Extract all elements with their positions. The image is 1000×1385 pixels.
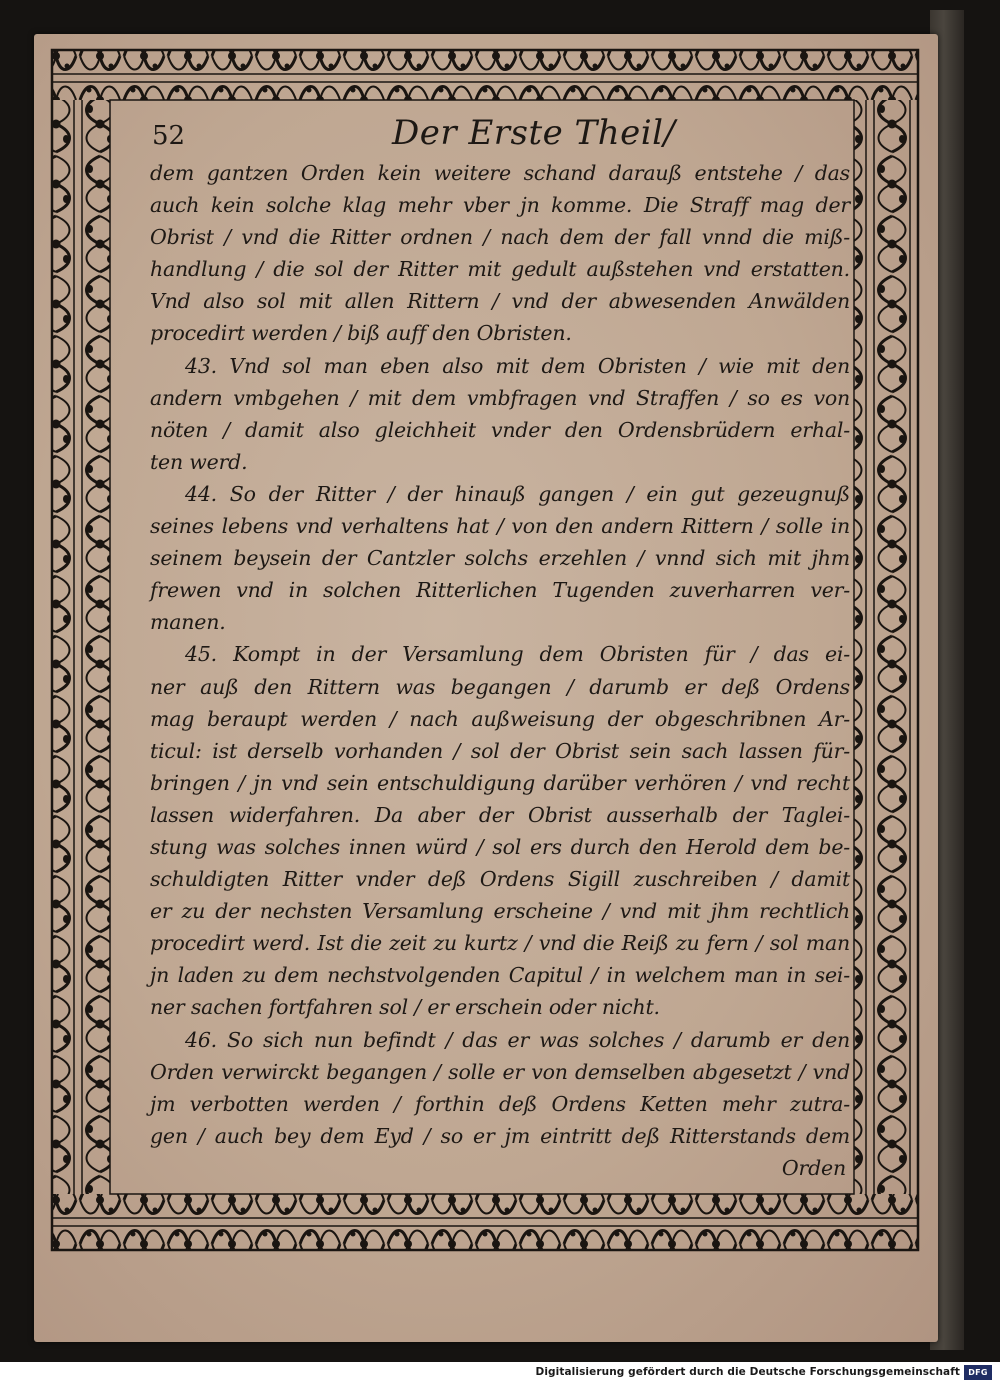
text-line: frewen vnd in solchen Ritterlichen Tugenden zuverharren ver- (150, 578, 850, 603)
page-number: 52 (152, 121, 186, 151)
funding-credit: Digitalisierung gefördert durch die Deutsche Forschungsgemeinschaft (535, 1366, 960, 1378)
text-line: gen / auch bey dem Eyd / so er jm eintritt deß Ritterstands dem (150, 1123, 850, 1148)
text-line: schuldigten Ritter vnder deß Ordens Sigill zuschreiben / damit (150, 867, 850, 892)
paragraph-45-start: 45. Kompt in der Versamlung dem Obristen für / das ei- (185, 642, 850, 667)
text-line: Obrist / vnd die Ritter ordnen / nach dem der fall vnnd die miß- (150, 225, 850, 250)
text-line: Orden verwirckt begangen / solle er von demselben abgesetzt / vnd (150, 1059, 850, 1084)
text-line: mag beraupt werden / nach außweisung der obgeschribnen Ar- (150, 706, 850, 731)
catchword: Orden (781, 1155, 846, 1180)
running-head: Der Erste Theil/ (392, 113, 676, 153)
dfg-logo: DFG (964, 1365, 992, 1380)
text-line: stung was solches innen würd / sol ers durch den Herold dem be- (150, 834, 850, 859)
paragraph-46-start: 46. So sich nun befindt / das er was solches / darumb er den (185, 1027, 850, 1052)
text-line: lassen widerfahren. Da aber der Obrist ausserhalb der Taglei- (150, 802, 850, 827)
text-line: procedirt werd. Ist die zeit zu kurtz / vnd die Reiß zu fern / sol man (150, 931, 850, 956)
text-line: jn laden zu dem nechstvolgenden Capitul / in welchem man in sei- (150, 963, 850, 988)
text-line: nöten / damit also gleichheit vnder den Ordensbrüdern erhal- (150, 417, 850, 442)
text-line: jm verbotten werden / forthin deß Ordens Ketten mehr zutra- (150, 1091, 850, 1116)
text-line: ner sachen fortfahren sol / er erschein oder nicht. (150, 995, 660, 1020)
text-line: procedirt werden / biß auff den Obristen. (150, 321, 572, 346)
paragraph-43-start: 43. Vnd sol man eben also mit dem Obristen / wie mit den (185, 353, 850, 378)
text-line: auch kein solche klag mehr vber jn komme. Die Straff mag der (150, 193, 850, 218)
body-text (150, 157, 850, 1184)
text-line: dem gantzen Orden kein weitere schand darauß entstehe / das (150, 161, 850, 185)
text-line: handlung / die sol der Ritter mit gedult außstehen vnd erstatten. (150, 257, 850, 282)
paragraph-44-start: 44. So der Ritter / der hinauß gangen / ein gut gezeugnuß (185, 481, 850, 506)
text-line: manen. (150, 610, 226, 635)
text-line: seinem beysein der Cantzler solchs erzehlen / vnnd sich mit jhm (150, 546, 850, 571)
text-line: er zu der nechsten Versamlung erscheine / vnd mit jhm rechtlich (150, 899, 850, 924)
text-line: seines lebens vnd verhaltens hat / von den andern Rittern / solle in (150, 514, 850, 539)
text-line: bringen / jn vnd sein entschuldigung darüber verhören / vnd recht (150, 770, 850, 795)
text-line: andern vmbgehen / mit dem vmbfragen vnd Straffen / so es von (150, 385, 850, 410)
text-line: ticul: ist derselb vorhanden / sol der Obrist sein sach lassen für- (150, 738, 850, 763)
text-line: Vnd also sol mit allen Rittern / vnd der abwesenden Anwälden (150, 289, 850, 314)
text-line: ten werd. (150, 449, 248, 474)
text-line: ner auß den Rittern was begangen / darumb er deß Ordens (150, 674, 850, 699)
page-header (152, 113, 842, 159)
